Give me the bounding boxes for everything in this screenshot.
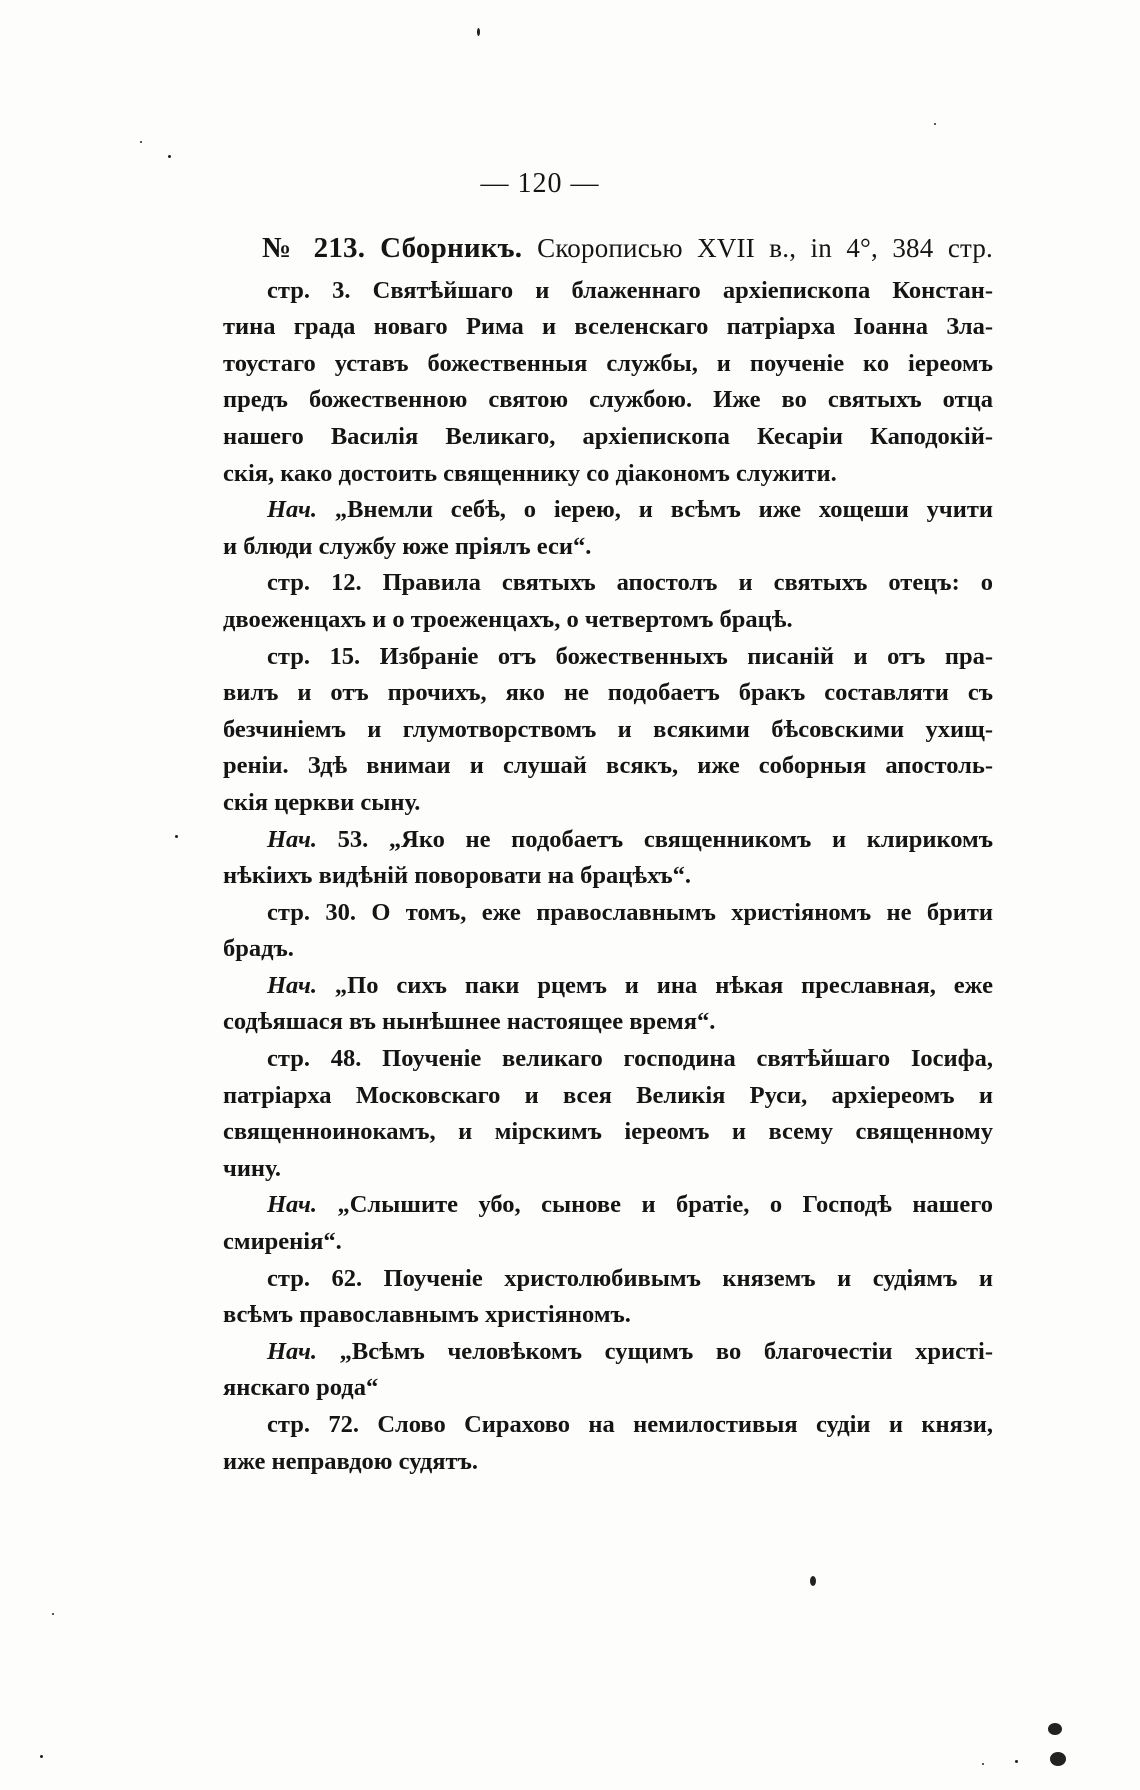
line-text: предъ божественною святою службою. Иже во святыхъ отца — [223, 386, 993, 414]
line-text: скія, како достоить священнику со діакономъ служити. — [223, 459, 837, 487]
text-line — [223, 1297, 993, 1334]
text-line — [223, 639, 993, 676]
text-line — [223, 712, 993, 749]
line-text: тоустаго уставъ божественныя службы, и поученіе ко іереомъ — [223, 349, 993, 377]
text-line — [223, 1187, 993, 1224]
line-text: стр. 15. Избраніе отъ божественныхъ писаній и отъ пра- — [267, 642, 993, 670]
text-line — [223, 1444, 993, 1481]
line-text: и блюди службу юже пріялъ еси“. — [223, 532, 592, 560]
text-line — [223, 785, 993, 822]
line-text: янскаго рода“ — [223, 1374, 379, 1402]
incipit-label: Нач. — [267, 496, 317, 524]
text-line — [223, 895, 993, 932]
line-text: всѣмъ православнымъ христіяномъ. — [223, 1301, 631, 1329]
scan-speck — [477, 28, 480, 36]
text-line — [223, 822, 993, 859]
text-line — [223, 492, 993, 529]
line-text: смиренія“. — [223, 1228, 342, 1256]
text-line — [223, 675, 993, 712]
line-text: стр. 30. О томъ, еже православнымъ христіяномъ не брити — [267, 898, 993, 926]
text-line — [223, 309, 993, 346]
line-text: стр. 48. Поученіе великаго господина святѣйшаго Іосифа, — [267, 1045, 993, 1073]
line-text: безчиніемъ и глумотворствомъ и всякими бѣсовскими ухищ- — [223, 715, 993, 743]
entry-heading — [218, 230, 993, 267]
incipit-label: Нач. — [267, 825, 317, 853]
entry-description: Скорописью XVII в., in 4°, 384 стр. — [537, 233, 994, 263]
line-text: стр. 3. Святѣйшаго и блаженнаго архіепископа Констан- — [267, 276, 993, 304]
scan-speck — [982, 1763, 984, 1765]
line-text: двоеженцахъ и о троеженцахъ, о четвертомъ брацѣ. — [223, 605, 793, 633]
scan-speck — [934, 123, 936, 125]
line-text: вилъ и отъ прочихъ, яко не подобаетъ бракъ составляти съ — [223, 679, 993, 707]
line-text: стр. 62. Поученіе христолюбивымъ княземъ и судіямъ и — [267, 1264, 993, 1292]
scan-speck — [1015, 1760, 1018, 1763]
text-line — [223, 931, 993, 968]
text-line — [223, 1004, 993, 1041]
text-line — [223, 1114, 993, 1151]
text-line — [223, 1370, 993, 1407]
line-text: священноинокамъ, и мірскимъ іереомъ и всему священному — [223, 1118, 993, 1146]
line-text: тина града новаго Рима и вселенскаго патріарха Іоанна Зла- — [223, 313, 993, 341]
incipit-label: Нач. — [267, 1191, 317, 1219]
line-text: нѣкіихъ видѣній поворовати на брацѣхъ“. — [223, 862, 692, 890]
line-text: стр. 12. Правила святыхъ апостолъ и святыхъ отецъ: о — [267, 569, 993, 597]
entry-number: № 213. — [262, 232, 366, 264]
scan-speck — [810, 1576, 816, 1586]
line-text: стр. 72. Слово Сирахово на немилостивыя судіи и князи, — [267, 1411, 993, 1438]
text-line — [223, 273, 993, 310]
page-number: — 120 — — [480, 168, 600, 199]
scan-speck — [40, 1755, 43, 1758]
text-line — [223, 748, 993, 785]
entry-lines — [223, 273, 993, 1481]
scan-speck — [1050, 1752, 1066, 1766]
line-text: чину. — [223, 1154, 281, 1182]
text-line — [223, 1261, 993, 1298]
line-text: скія церкви сыну. — [223, 788, 421, 816]
text-line — [223, 1334, 993, 1371]
incipit-label: Нач. — [267, 971, 317, 999]
scan-speck — [175, 835, 178, 838]
text-line — [223, 456, 993, 493]
text-line — [223, 1078, 993, 1115]
text-line — [223, 565, 993, 602]
scan-speck — [52, 1613, 54, 1615]
line-text: брадъ. — [223, 935, 294, 963]
scan-speck — [1048, 1723, 1062, 1735]
text-line — [223, 1224, 993, 1261]
text-line — [223, 346, 993, 383]
text-line — [223, 1041, 993, 1078]
text-line — [223, 602, 993, 639]
text-line — [223, 382, 993, 419]
text-line — [223, 419, 993, 456]
line-text: „Слышите убо, сынове и братіе, о Господѣ нашего — [337, 1191, 994, 1219]
entry-title-word: Сборникъ. — [380, 232, 523, 264]
incipit-label: Нач. — [267, 1337, 317, 1365]
line-text: „По сихъ паки рцемъ и ина нѣкая преславная, еже — [334, 971, 993, 999]
text-line — [223, 529, 993, 566]
line-text: патріарха Московскаго и всея Великія Руси, архіереомъ и — [223, 1081, 993, 1109]
catalog-entry-text — [223, 230, 993, 1480]
text-line — [223, 858, 993, 895]
line-text: „Внемли себѣ, о іерею, и всѣмъ иже хощеши учити — [334, 496, 993, 524]
scan-speck — [168, 155, 171, 158]
line-text: „Всѣмъ человѣкомъ сущимъ во благочестіи христі- — [339, 1337, 994, 1365]
scan-speck — [140, 141, 142, 143]
line-text: содѣяшася въ нынѣшнее настоящее время“. — [223, 1008, 716, 1036]
line-text: иже неправдою судятъ. — [223, 1447, 479, 1475]
text-line — [223, 1407, 993, 1444]
text-line — [223, 1151, 993, 1188]
line-text: 53. „Яко не подобаетъ священникомъ и клирикомъ — [337, 825, 993, 853]
line-text: реніи. Здѣ внимаи и слушай всякъ, иже соборныя апостоль- — [223, 752, 993, 780]
text-line — [223, 968, 993, 1005]
line-text: нашего Василія Великаго, архіепископа Кесаріи Каподокій- — [223, 422, 993, 450]
